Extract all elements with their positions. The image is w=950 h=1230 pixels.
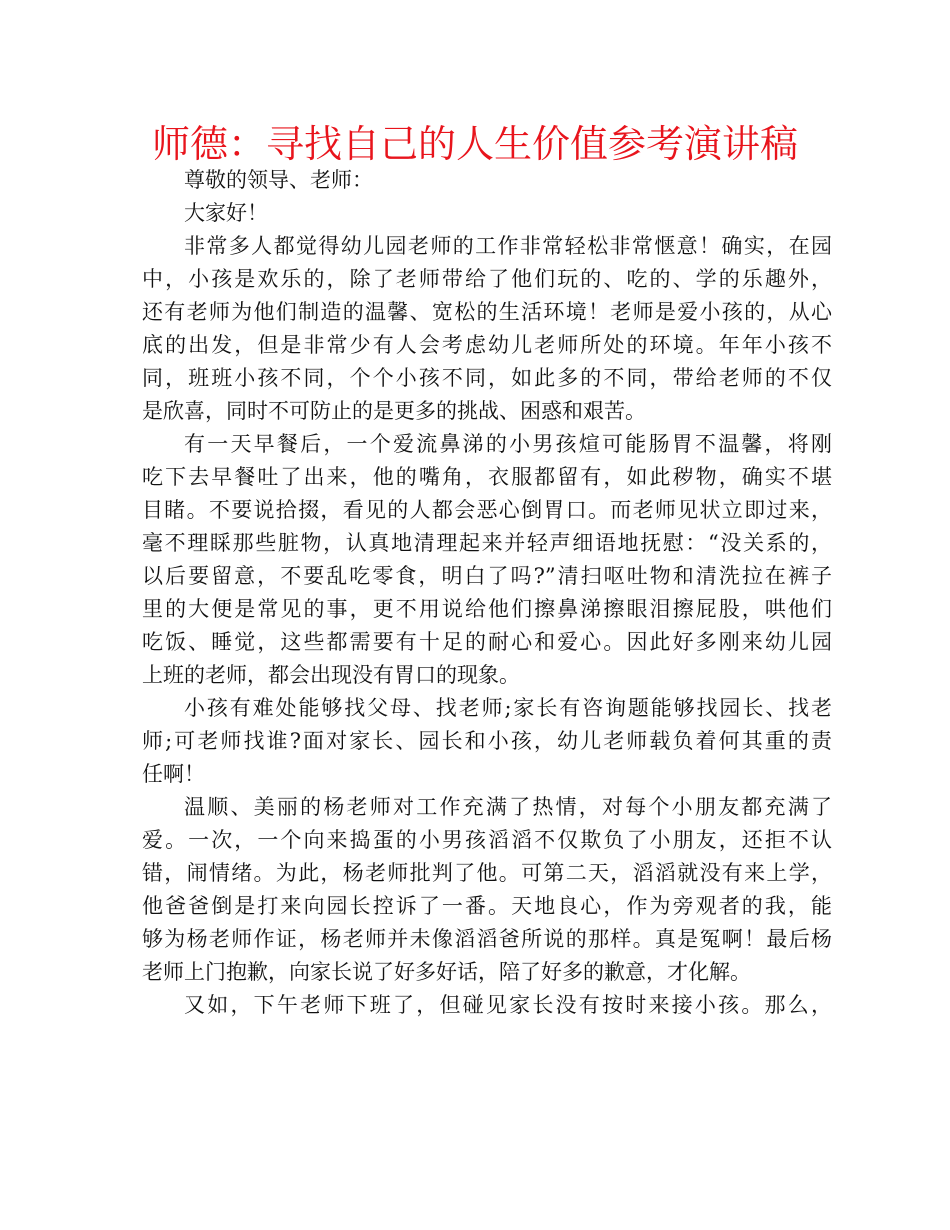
text-line: 错，闹情绪。为此，杨老师批判了他。可第二天，滔滔就没有来上学， bbox=[142, 861, 832, 885]
text-line: 上班的老师，都会出现没有胃口的现象。 bbox=[142, 663, 520, 687]
text-line: 吃饭、睡觉，这些都需要有十足的耐心和爱心。因此好多刚来幼儿园 bbox=[142, 630, 832, 654]
text-line: 爱。一次，一个向来捣蛋的小男孩滔滔不仅欺负了小朋友，还拒不认 bbox=[142, 828, 832, 852]
text-line: 同，班班小孩不同，个个小孩不同，如此多的不同，带给老师的不仅 bbox=[142, 366, 832, 390]
text-line: 尊敬的领导、老师： bbox=[184, 168, 373, 192]
text-line: 小孩有难处能够找父母、找老师;家长有咨询题能够找园长、找老 bbox=[184, 696, 832, 720]
text-line: 又如，下午老师下班了，但碰见家长没有按时来接小孩。那么， bbox=[184, 993, 832, 1017]
text-line: 师;可老师找谁?面对家长、园长和小孩，幼儿老师载负着何其重的责 bbox=[142, 729, 832, 753]
text-line: 里的大便是常见的事，更不用说给他们擦鼻涕擦眼泪擦屁股，哄他们 bbox=[142, 597, 832, 621]
document-body bbox=[142, 164, 832, 1022]
text-line: 中，小孩是欢乐的，除了老师带给了他们玩的、吃的、学的乐趣外， bbox=[142, 267, 832, 291]
text-line: 温顺、美丽的杨老师对工作充满了热情，对每个小朋友都充满了 bbox=[184, 795, 832, 819]
text-line: 他爸爸倒是打来向园长控诉了一番。天地良心，作为旁观者的我，能 bbox=[142, 894, 832, 918]
text-line: 还有老师为他们制造的温馨、宽松的生活环境！老师是爱小孩的，从心 bbox=[142, 300, 832, 324]
text-line: 大家好！ bbox=[184, 201, 268, 225]
text-line: 够为杨老师作证，杨老师并未像滔滔爸所说的那样。真是冤啊！最后杨 bbox=[142, 927, 832, 951]
text-line: 吃下去早餐吐了出来，他的嘴角，衣服都留有，如此秽物，确实不堪 bbox=[142, 465, 832, 489]
text-line: 是欣喜，同时不可防止的是更多的挑战、困惑和艰苦。 bbox=[142, 399, 646, 423]
text-line: 底的出发，但是非常少有人会考虑幼儿老师所处的环境。年年小孩不 bbox=[142, 333, 832, 357]
text-line: 非常多人都觉得幼儿园老师的工作非常轻松非常惬意！确实，在园 bbox=[184, 234, 832, 258]
text-line: 毫不理睬那些脏物，认真地清理起来并轻声细语地抚慰：“没关系的， bbox=[142, 531, 832, 555]
text-line: 以后要留意，不要乱吃零食，明白了吗?”清扫呕吐物和清洗拉在裤子 bbox=[142, 564, 832, 588]
document-title: 师德：寻找自己的人生价值参考演讲稿 bbox=[151, 122, 798, 166]
text-line: 老师上门抱歉，向家长说了好多好话，陪了好多的歉意，才化解。 bbox=[142, 960, 751, 984]
text-line: 目睹。不要说拾掇，看见的人都会恶心倒胃口。而老师见状立即过来， bbox=[142, 498, 832, 522]
text-line: 有一天早餐后，一个爱流鼻涕的小男孩煊可能肠胃不温馨，将刚 bbox=[184, 432, 832, 456]
text-line: 任啊！ bbox=[142, 762, 205, 786]
